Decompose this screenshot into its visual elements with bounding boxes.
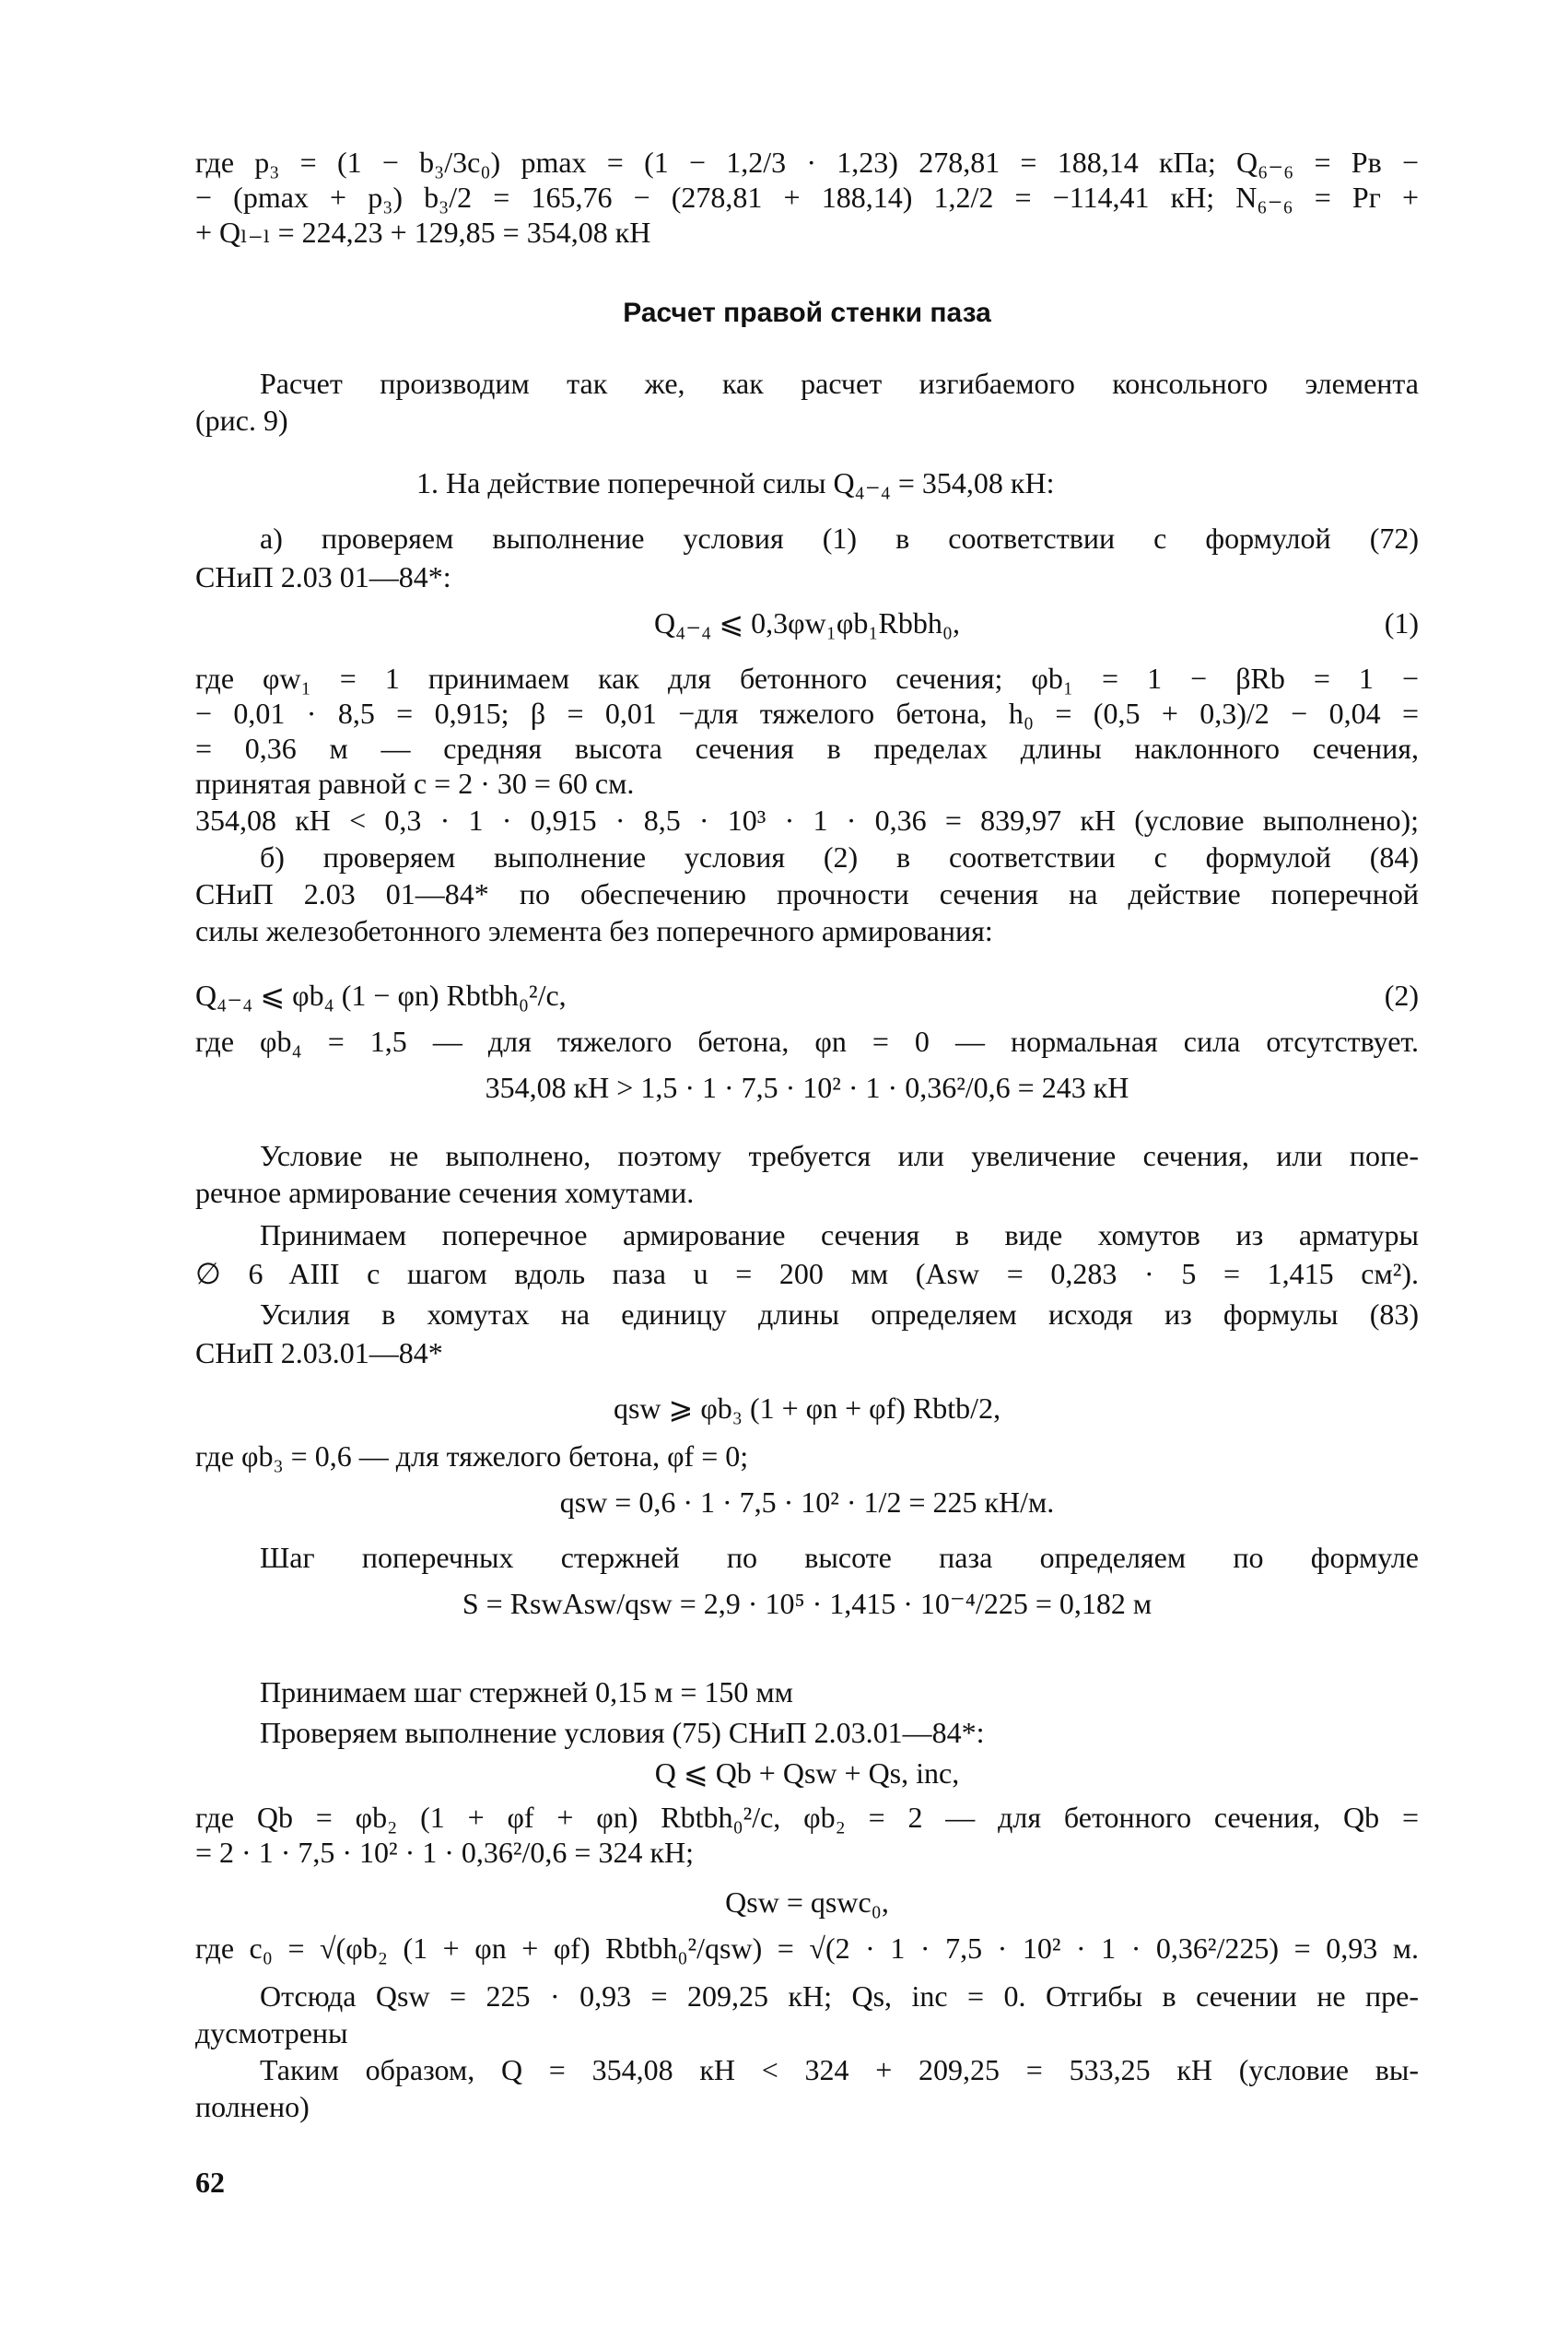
text-line: Отсюда Qsw = 225 · 0,93 = 209,25 кН; Qs, inc = 0. Отгибы в сечении не пре- bbox=[260, 1979, 1419, 2013]
text-line: СНиП 2.03 01—84*: bbox=[195, 560, 451, 593]
text-line: где φb₄ = 1,5 — для тяжелого бетона, φn = 0 — нормальная сила отсутствует. bbox=[195, 1025, 1419, 1058]
text-line: СНиП 2.03 01—84* по обеспечению прочности сечения на действие поперечной bbox=[195, 877, 1419, 910]
text-line: (рис. 9) bbox=[195, 404, 288, 437]
text-line: где p₃ = (1 − b₃/3c₀) pmax = (1 − 1,2/3 · 1,23) 278,81 = 188,14 кПа; Q₆₋₆ = Pв − bbox=[195, 146, 1419, 179]
text-line: б) проверяем выполнение условия (2) в соответствии с формулой (84) bbox=[260, 840, 1419, 874]
page-number: 62 bbox=[195, 2166, 225, 2199]
text-line: + Qₗ₋ₗ = 224,23 + 129,85 = 354,08 кН bbox=[195, 216, 651, 249]
text-line: 354,08 кН < 0,3 · 1 · 0,915 · 8,5 · 10³ · 1 · 0,36 = 839,97 кН (условие выполнено); bbox=[195, 804, 1419, 837]
formula-line: Qsw = qswc₀, bbox=[725, 1885, 889, 1919]
text-line: СНиП 2.03.01—84* bbox=[195, 1336, 443, 1369]
text-line: где φw₁ = 1 принимаем как для бетонного сечения; φb₁ = 1 − βRb = 1 − bbox=[195, 662, 1419, 695]
text-line: Условие не выполнено, поэтому требуется или увеличение сечения, или попе- bbox=[260, 1139, 1419, 1172]
text-line: Принимаем шаг стержней 0,15 м = 150 мм bbox=[260, 1675, 793, 1709]
text-line: где Qb = φb₂ (1 + φf + φn) Rbtbh₀²/c, φb₂ = 2 — для бетонного сечения, Qb = bbox=[195, 1801, 1419, 1834]
text-line: 1. На действие поперечной силы Q₄₋₄ = 354,08 кН: bbox=[416, 466, 1055, 499]
text-line: = 2 · 1 · 7,5 · 10² · 1 · 0,36²/0,6 = 324 кН; bbox=[195, 1836, 694, 1869]
text-line: Принимаем поперечное армирование сечения в виде хомутов из арматуры bbox=[260, 1218, 1419, 1251]
text-line: принятая равной c = 2 · 30 = 60 см. bbox=[195, 767, 635, 800]
text-line: Расчет производим так же, как расчет изгибаемого консольного элемента bbox=[260, 367, 1419, 400]
text-line: полнено) bbox=[195, 2090, 310, 2123]
formula-line: qsw ⩾ φb₃ (1 + φn + φf) Rbtb/2, bbox=[613, 1391, 1001, 1425]
equation-number-1: (1) bbox=[1384, 606, 1419, 640]
text-line: силы железобетонного элемента без поперечного армирования: bbox=[195, 914, 993, 947]
formula-line: S = RswAsw/qsw = 2,9 · 10⁵ · 1,415 · 10⁻⁴/225 = 0,182 м bbox=[462, 1587, 1153, 1620]
formula-1: Q₄₋₄ ⩽ 0,3φw₁φb₁Rbbh₀, bbox=[654, 606, 960, 640]
text-line: речное армирование сечения хомутами. bbox=[195, 1176, 695, 1209]
equation-number-2: (2) bbox=[1384, 979, 1419, 1012]
text-line: дусмотрены bbox=[195, 2016, 348, 2049]
text-line: где φb₃ = 0,6 — для тяжелого бетона, φf = 0; bbox=[195, 1439, 749, 1473]
section-heading: Расчет правой стенки паза bbox=[623, 298, 991, 328]
text-line: где c₀ = √(φb₂ (1 + φn + φf) Rbtbh₀²/qsw) = √(2 · 1 · 7,5 · 10² · 1 · 0,36²/225) = 0,93 м. bbox=[195, 1932, 1419, 1965]
text-line: − (pmax + p₃) b₃/2 = 165,76 − (278,81 + 188,14) 1,2/2 = −114,41 кН; N₆₋₆ = Pг + bbox=[195, 181, 1419, 214]
text-line: Таким образом, Q = 354,08 кН < 324 + 209,25 = 533,25 кН (условие вы- bbox=[260, 2053, 1419, 2086]
text-line: а) проверяем выполнение условия (1) в соответствии с формулой (72) bbox=[260, 522, 1419, 555]
formula-line: qsw = 0,6 · 1 · 7,5 · 10² · 1/2 = 225 кН/м. bbox=[559, 1485, 1055, 1519]
text-line: Шаг поперечных стержней по высоте паза определяем по формуле bbox=[260, 1541, 1419, 1574]
text-line: − 0,01 · 8,5 = 0,915; β = 0,01 −для тяжелого бетона, h₀ = (0,5 + 0,3)/2 − 0,04 = bbox=[195, 697, 1419, 730]
text-line: ∅ 6 AIII с шагом вдоль паза u = 200 мм (Asw = 0,283 · 5 = 1,415 см²). bbox=[195, 1257, 1419, 1290]
formula-line: Q ⩽ Qb + Qsw + Qs, inc, bbox=[654, 1756, 960, 1790]
formula-2: Q₄₋₄ ⩽ φb₄ (1 − φn) Rbtbh₀²/c, bbox=[195, 979, 567, 1012]
formula-line: 354,08 кН > 1,5 · 1 · 7,5 · 10² · 1 · 0,36²/0,6 = 243 кН bbox=[485, 1071, 1129, 1104]
text-line: = 0,36 м — средняя высота сечения в пределах длины наклонного сечения, bbox=[195, 732, 1419, 765]
text-line: Усилия в хомутах на единицу длины определяем исходя из формулы (83) bbox=[260, 1298, 1419, 1331]
text-line: Проверяем выполнение условия (75) СНиП 2.03.01—84*: bbox=[260, 1716, 985, 1749]
